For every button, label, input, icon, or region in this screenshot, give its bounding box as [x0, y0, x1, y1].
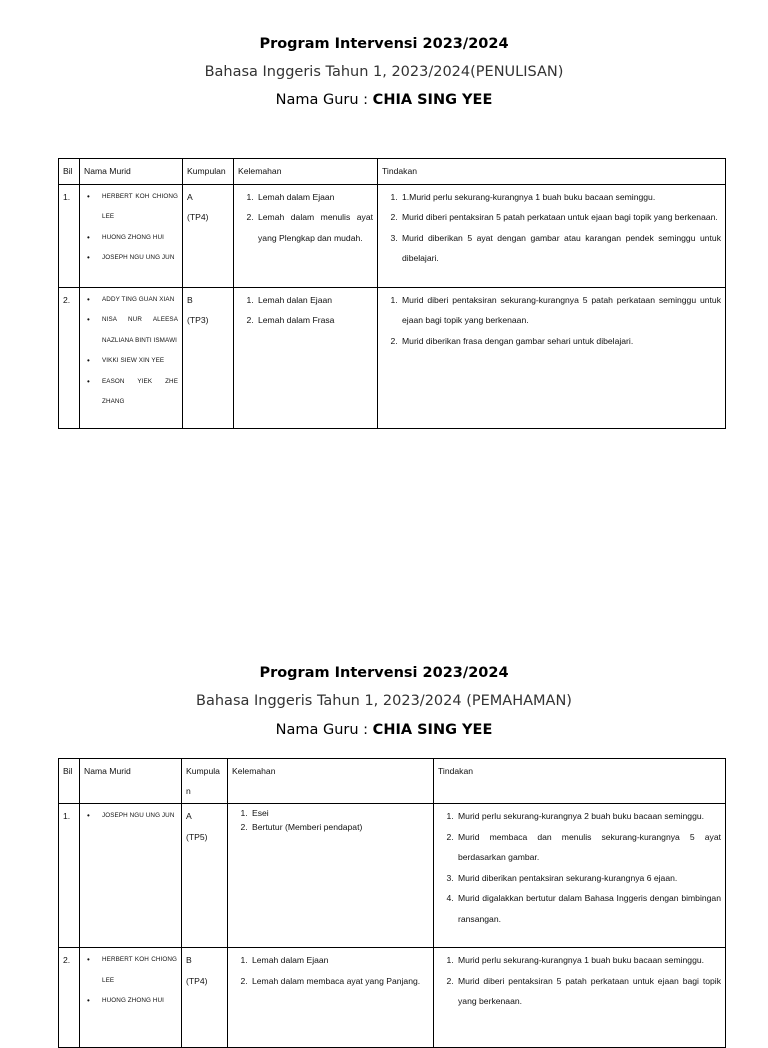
weakness-item: 2. Lemah dalam membaca ayat yang Panjang.: [250, 971, 429, 992]
student-name: • NISA NUR ALEESA NAZLIANA BINTI ISMAWI: [86, 310, 178, 351]
header-kelemahan: Kelemahan: [228, 759, 434, 804]
intervention-table: [58, 758, 726, 1048]
group-level: (TP3): [187, 315, 209, 325]
header-bil: Bil: [59, 759, 80, 804]
group-letter: A: [186, 811, 192, 821]
intervention-table: [58, 158, 726, 429]
student-names-cell: [80, 287, 183, 428]
header-tindakan: Tindakan: [434, 759, 726, 804]
header-kumpulan: Kumpulan: [182, 759, 228, 804]
section-subtitle: Bahasa Inggeris Tahun 1, 2023/2024 (PEMAHAMAN): [196, 693, 572, 709]
group-level: (TP4): [187, 212, 209, 222]
student-names-cell: [80, 184, 183, 287]
table-row: [59, 287, 726, 428]
section-title: Program Intervensi 2023/2024: [259, 36, 509, 52]
student-name: • EASON YIEK ZHE ZHANG: [86, 372, 178, 413]
weakness-item: 1. Lemah dalan Ejaan: [256, 290, 373, 311]
group-letter: A: [187, 191, 193, 202]
header-nama-murid: Nama Murid: [80, 159, 183, 185]
action-item: 3. Murid diberikan pentaksiran sekurang-kurangnya 6 ejaan.: [456, 868, 721, 889]
student-name: • VIKKI SIEW XIN YEE: [86, 351, 178, 372]
header-kelemahan: Kelemahan: [234, 159, 378, 185]
action-item: 3. Murid diberikan 5 ayat dengan gambar atau karangan pendek seminggu untuk dibelajari.: [400, 228, 721, 269]
weakness-item: 1. Lemah dalam Ejaan: [256, 187, 373, 208]
weakness-cell: [228, 804, 434, 948]
student-name: • HUONG ZHONG HUI: [86, 991, 177, 1012]
teacher-line: [0, 92, 768, 108]
weakness-item: 1. Esei: [250, 806, 429, 820]
teacher-name: CHIA SING YEE: [372, 92, 493, 108]
action-item: 2. Murid diberi pentaksiran 5 patah perkataan untuk ejaan bagi topik yang berkenaan.: [400, 207, 721, 228]
teacher-name: CHIA SING YEE: [372, 722, 493, 738]
student-name: • ADDY TING GUAN XIAN: [86, 290, 178, 311]
weakness-item: 1. Lemah dalam Ejaan: [250, 950, 429, 971]
student-name: • JOSEPH NGU UNG JUN: [86, 248, 178, 269]
weakness-item: 2. Lemah dalam Frasa: [256, 310, 373, 331]
group-letter: B: [186, 955, 192, 965]
table-row: [59, 184, 726, 287]
table-row: [59, 804, 726, 948]
group-cell: [183, 287, 234, 428]
row-number: 2.: [59, 287, 80, 428]
action-item: 2. Murid membaca dan menulis sekurang-kurangnya 5 ayat berdasarkan gambar.: [456, 827, 721, 868]
row-number: 1.: [59, 804, 80, 948]
group-letter: B: [187, 294, 193, 305]
action-cell: [378, 184, 726, 287]
group-cell: [182, 804, 228, 948]
student-name: • HERBERT KOH CHIONG LEE: [86, 187, 178, 228]
header-bil: Bil: [59, 159, 80, 185]
teacher-label: Nama Guru :: [275, 92, 373, 108]
student-names-cell: [80, 948, 182, 1048]
weakness-cell: [234, 287, 378, 428]
action-item: 1. Murid diberi pentaksiran sekurang-kurangnya 5 patah perkataan seminggu untuk ejaan bagi topik yang berkenaan.: [400, 290, 721, 331]
header-kumpulan: Kumpulan: [183, 159, 234, 185]
table-header-row: [59, 159, 726, 185]
weakness-cell: [234, 184, 378, 287]
section-subtitle: Bahasa Inggeris Tahun 1, 2023/2024(PENULISAN): [204, 64, 564, 80]
student-name: • HUONG ZHONG HUI: [86, 228, 178, 249]
row-number: 1.: [59, 184, 80, 287]
teacher-line: [0, 722, 768, 738]
group-cell: [183, 184, 234, 287]
weakness-item: 2. Bertutur (Memberi pendapat): [250, 820, 429, 834]
action-item: 1. Murid perlu sekurang-kurangnya 1 buah buku bacaan seminggu.: [456, 950, 721, 971]
teacher-label: Nama Guru :: [275, 722, 373, 738]
weakness-cell: [228, 948, 434, 1048]
header-nama-murid: Nama Murid: [80, 759, 182, 804]
student-names-cell: [80, 804, 182, 948]
table-header-row: [59, 759, 726, 804]
action-cell: [434, 804, 726, 948]
action-item: 1. Murid perlu sekurang-kurangnya 2 buah buku bacaan seminggu.: [456, 806, 721, 827]
row-number: 2.: [59, 948, 80, 1048]
section-title: Program Intervensi 2023/2024: [259, 665, 509, 681]
header-tindakan: Tindakan: [378, 159, 726, 185]
group-level: (TP5): [186, 831, 208, 842]
action-item: 2. Murid diberi pentaksiran 5 patah perkataan untuk ejaan bagi topik yang berkenaan.: [456, 971, 721, 1012]
student-name: • HERBERT KOH CHIONG LEE: [86, 950, 177, 991]
student-name: • JOSEPH NGU UNG JUN: [86, 806, 177, 827]
action-item: 1. 1.Murid perlu sekurang-kurangnya 1 buah buku bacaan seminggu.: [400, 187, 721, 208]
action-cell: [434, 948, 726, 1048]
weakness-item: 2. Lemah dalam menulis ayat yang Plengkap dan mudah.: [256, 207, 373, 248]
group-level: (TP4): [186, 975, 208, 986]
action-cell: [378, 287, 726, 428]
action-item: 2. Murid diberikan frasa dengan gambar sehari untuk dibelajari.: [400, 331, 721, 352]
action-item: 4. Murid digalakkan bertutur dalam Bahasa Inggeris dengan bimbingan ransangan.: [456, 888, 721, 929]
group-cell: [182, 948, 228, 1048]
table-row: [59, 948, 726, 1048]
